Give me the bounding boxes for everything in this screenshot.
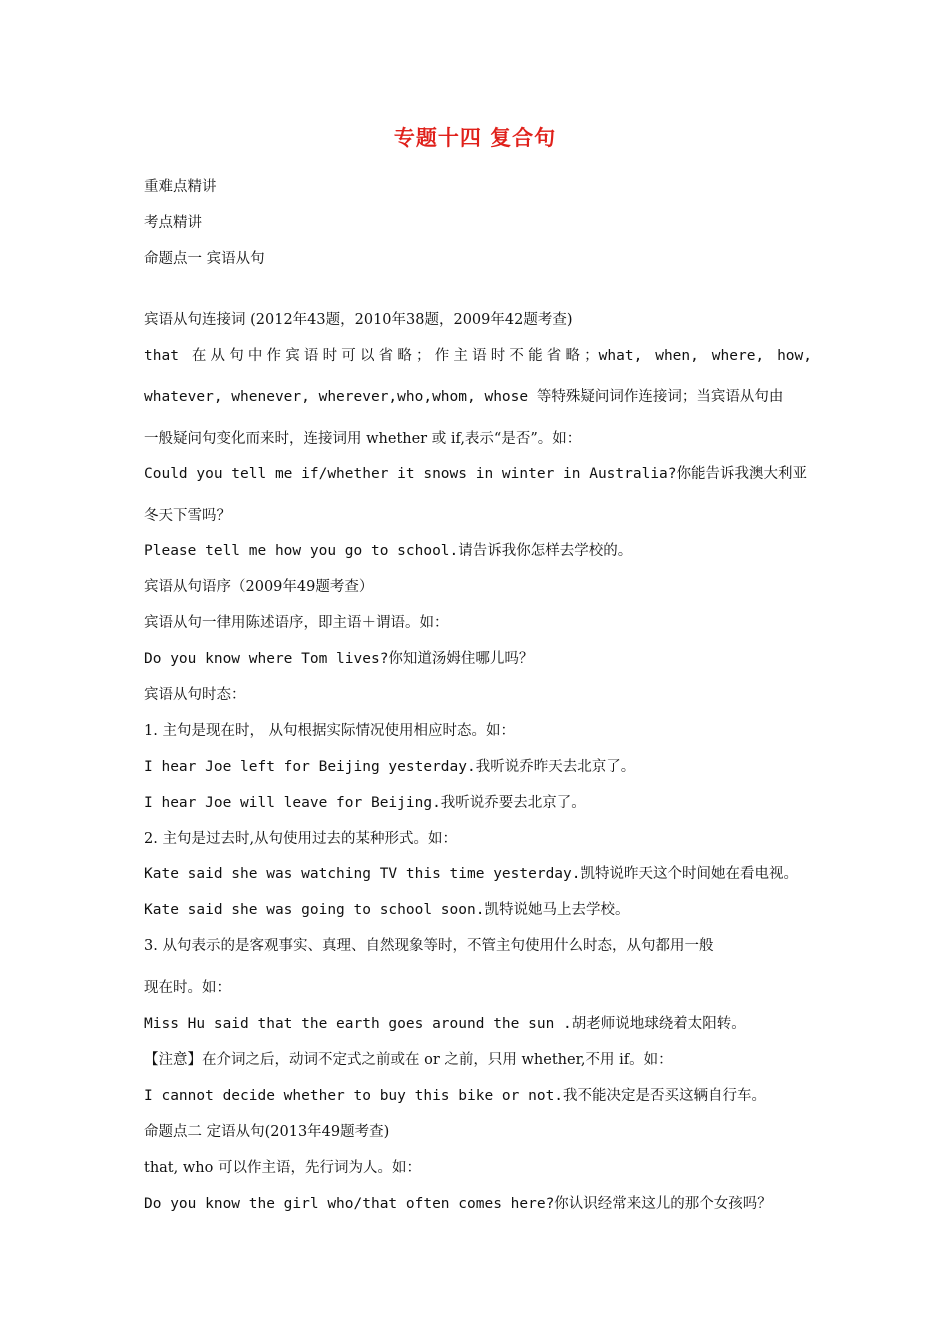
section-heading: 重难点精讲 [144, 179, 217, 195]
document-title: 专题十四 复合句 [393, 126, 557, 150]
list-item: 现在时。如： [144, 980, 231, 996]
list-item: 1. 主句是现在时， 从句根据实际情况使用相应时态。如： [144, 723, 516, 739]
paragraph-line: 一般疑问句变化而来时，连接词用 whether 或 if,表示“是否”。如： [144, 431, 582, 447]
example-line: Miss Hu said that the earth goes around the sun .胡老师说地球绕着太阳转。 [144, 1016, 746, 1032]
topic-heading: 命题点二 定语从句(2013年49题考查) [144, 1124, 390, 1140]
example-line: I hear Joe left for Beijing yesterday.我听说乔昨天去北京了。 [144, 759, 636, 775]
example-line: Could you tell me if/whether it snows in winter in Australia?你能告诉我澳大利亚 [144, 466, 808, 482]
paragraph-line: 宾语从句时态： [144, 687, 246, 703]
list-item: 2. 主句是过去时,从句使用过去的某种形式。如： [144, 831, 458, 847]
example-line: Kate said she was watching TV this time yesterday.凯特说昨天这个时间她在看电视。 [144, 866, 798, 882]
topic-heading: 命题点一 宾语从句 [144, 251, 265, 267]
example-line: Do you know the girl who/that often comes here?你认识经常来这儿的那个女孩吗？ [144, 1196, 772, 1212]
example-line: 冬天下雪吗？ [144, 508, 231, 524]
paragraph-line: whatever, whenever, wherever,who,whom, whose 等特殊疑问词作连接词；当宾语从句由 [144, 389, 784, 405]
note-line: 【注意】在介词之后，动词不定式之前或在 or 之前，只用 whether,不用 if。如： [144, 1052, 673, 1068]
paragraph-line: 宾语从句语序（2009年49题考查） [144, 579, 374, 595]
example-line: Do you know where Tom lives?你知道汤姆住哪儿吗？ [144, 651, 534, 667]
list-item: 3. 从句表示的是客观事实、真理、自然现象等时，不管主句使用什么时态，从句都用一般 [144, 938, 714, 954]
example-line: I cannot decide whether to buy this bike or not.我不能决定是否买这辆自行车。 [144, 1088, 767, 1104]
example-line: Kate said she was going to school soon.凯特说她马上去学校。 [144, 902, 630, 918]
example-line: I hear Joe will leave for Beijing.我听说乔要去北京了。 [144, 795, 586, 811]
subsection-heading: 考点精讲 [144, 215, 202, 231]
paragraph-line: that, who 可以作主语，先行词为人。如： [144, 1160, 421, 1176]
paragraph-line: 宾语从句一律用陈述语序，即主语＋谓语。如： [144, 615, 449, 631]
paragraph-line: that 在从句中作宾语时可以省略；作主语时不能省略；what, when, where, how, [144, 348, 812, 364]
example-line: Please tell me how you go to school.请告诉我你怎样去学校的。 [144, 543, 633, 559]
paragraph-line: 宾语从句连接词 (2012年43题，2010年38题，2009年42题考查) [144, 312, 573, 328]
